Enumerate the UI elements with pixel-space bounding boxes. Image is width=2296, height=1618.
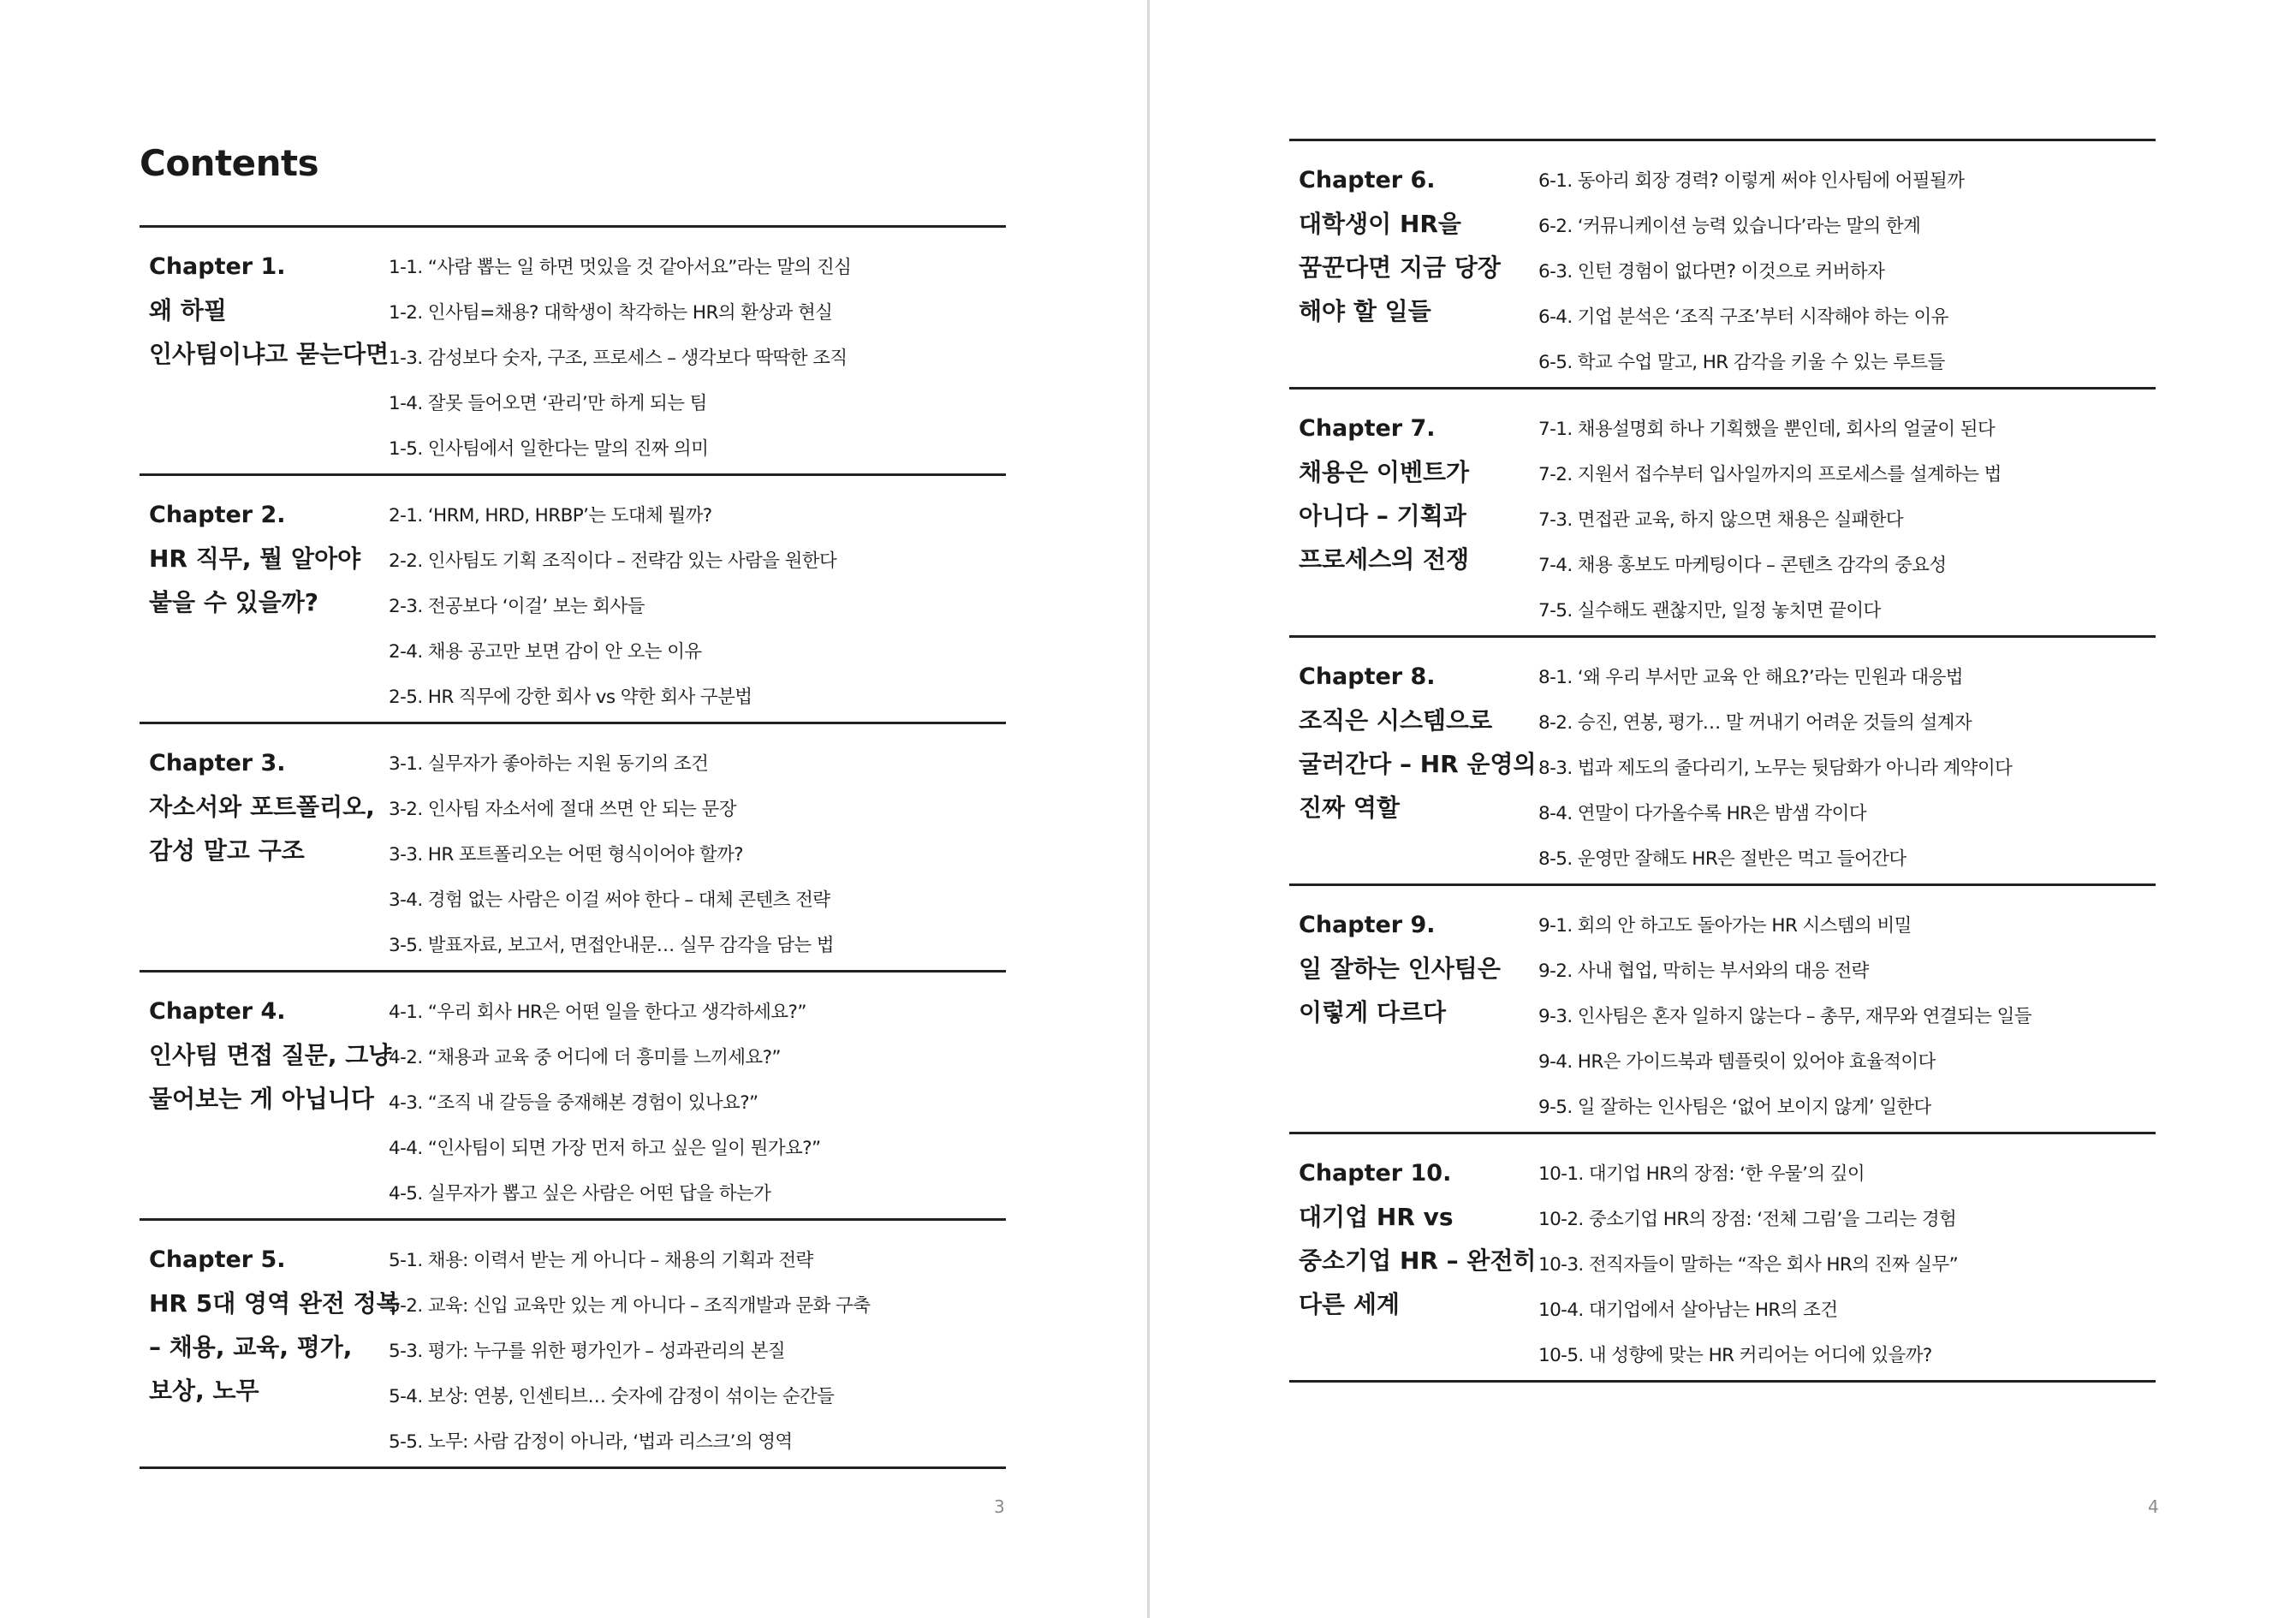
section-item: 1-4. 잘못 들어오면 ‘관리’만 하게 되는 팀 bbox=[389, 393, 707, 414]
chapter-number: Chapter 2. bbox=[149, 502, 286, 528]
chapter-title-line: 일 잘하는 인사팀은 bbox=[1299, 955, 1501, 983]
section-list bbox=[1538, 655, 2155, 882]
chapter-title-line: 왜 하필 bbox=[149, 296, 227, 324]
section-item: 4-4. “인사팀이 되면 가장 먼저 하고 싶은 일이 뭔가요?” bbox=[389, 1138, 821, 1159]
section-item: 2-1. ‘HRM, HRD, HRBP’는 도대체 뭘까? bbox=[389, 505, 712, 526]
section-item: 5-1. 채용: 이력서 받는 게 아니다 – 채용의 기획과 전략 bbox=[389, 1250, 813, 1271]
section-list bbox=[1538, 407, 2155, 634]
section-item: 7-3. 면접관 교육, 하지 않으면 채용은 실패한다 bbox=[1538, 509, 1904, 531]
section-item: 9-1. 회의 안 하고도 돌아가는 HR 시스템의 비밀 bbox=[1538, 915, 1912, 937]
section-item: 1-1. “사람 뽑는 일 하면 멋있을 것 같아서요”라는 말의 진심 bbox=[389, 257, 852, 278]
page-number: 3 bbox=[994, 1496, 1005, 1517]
chapter-title-line: 붙을 수 있을까? bbox=[149, 588, 319, 616]
chapter-3 bbox=[140, 722, 1006, 970]
chapter-title bbox=[149, 741, 380, 872]
section-item: 9-2. 사내 협업, 막히는 부서와의 대응 전략 bbox=[1538, 961, 1869, 982]
section-item: 8-5. 운영만 잘해도 HR은 절반은 먹고 들어간다 bbox=[1538, 848, 1906, 870]
section-item: 4-1. “우리 회사 HR은 어떤 일을 한다고 생각하세요?” bbox=[389, 1002, 806, 1023]
chapter-5 bbox=[140, 1218, 1006, 1466]
section-item: 1-3. 감성보다 숫자, 구조, 프로세스 – 생각보다 딱딱한 조직 bbox=[389, 348, 848, 369]
chapter-title bbox=[149, 990, 392, 1121]
chapter-title bbox=[149, 1238, 400, 1413]
chapter-title-line: HR 직무, 뭘 알아야 bbox=[149, 544, 361, 573]
chapter-title-line: 물어보는 게 아닙니다 bbox=[149, 1085, 374, 1113]
section-item: 3-4. 경험 없는 사람은 이걸 써야 한다 – 대체 콘텐츠 전략 bbox=[389, 889, 830, 911]
section-item: 7-2. 지원서 접수부터 입사일까지의 프로세스를 설계하는 법 bbox=[1538, 464, 2002, 485]
section-list bbox=[389, 493, 1005, 720]
toc-left bbox=[140, 225, 1006, 1469]
section-item: 5-4. 보상: 연봉, 인센티브… 숫자에 감정이 섞이는 순간들 bbox=[389, 1386, 835, 1407]
chapter-title-line: 굴러간다 – HR 운영의 bbox=[1299, 750, 1537, 778]
section-item: 8-3. 법과 제도의 줄다리기, 노무는 뒷담화가 아니라 계약이다 bbox=[1538, 758, 2013, 779]
section-list bbox=[389, 245, 1005, 472]
chapter-title-line: 대학생이 HR을 bbox=[1299, 210, 1461, 238]
page-number: 4 bbox=[2148, 1496, 2159, 1517]
chapter-title-line: 프로세스의 전쟁 bbox=[1299, 545, 1470, 574]
section-item: 7-4. 채용 홍보도 마케팅이다 – 콘텐츠 감각의 중요성 bbox=[1538, 555, 1947, 576]
chapter-title-line: 다른 세계 bbox=[1299, 1290, 1400, 1318]
section-item: 1-2. 인사팀=채용? 대학생이 착각하는 HR의 환상과 현실 bbox=[389, 302, 833, 324]
section-item: 10-5. 내 성향에 맞는 HR 커리어는 어디에 있을까? bbox=[1538, 1345, 1932, 1366]
chapter-title-line: 채용은 이벤트가 bbox=[1299, 458, 1470, 486]
section-list bbox=[389, 741, 1005, 968]
chapter-title-line: 감성 말고 구조 bbox=[149, 836, 305, 865]
chapter-title-line: 꿈꾼다면 지금 당장 bbox=[1299, 253, 1501, 282]
chapter-number: Chapter 3. bbox=[149, 750, 286, 776]
chapter-title bbox=[149, 493, 380, 624]
chapter-title bbox=[1299, 655, 1537, 830]
chapter-number: Chapter 6. bbox=[1299, 167, 1436, 193]
chapter-number: Chapter 8. bbox=[1299, 663, 1436, 690]
chapter-title-line: 이렇게 다르다 bbox=[1299, 998, 1447, 1026]
section-item: 8-4. 연말이 다가올수록 HR은 밤샘 각이다 bbox=[1538, 803, 1866, 824]
section-list bbox=[1538, 158, 2155, 385]
section-item: 5-2. 교육: 신입 교육만 있는 게 아니다 – 조직개발과 문화 구축 bbox=[389, 1295, 871, 1317]
chapter-title-line: 아니다 – 기획과 bbox=[1299, 502, 1466, 530]
chapter-number: Chapter 9. bbox=[1299, 912, 1436, 938]
chapter-title bbox=[1299, 407, 1530, 581]
chapter-title bbox=[1299, 158, 1530, 333]
chapter-title-line: 진짜 역할 bbox=[1299, 794, 1400, 822]
chapter-title-line: 해야 할 일들 bbox=[1299, 297, 1431, 325]
section-item: 4-3. “조직 내 갈등을 중재해본 경험이 있나요?” bbox=[389, 1092, 758, 1114]
toc-end-rule bbox=[1289, 1380, 2156, 1383]
chapter-4 bbox=[140, 970, 1006, 1218]
chapter-title-line: 중소기업 HR – 완전히 bbox=[1299, 1246, 1537, 1275]
chapter-title-line: 조직은 시스템으로 bbox=[1299, 706, 1493, 735]
chapter-title-line: 자소서와 포트폴리오, bbox=[149, 793, 375, 821]
chapter-6 bbox=[1289, 139, 2156, 387]
section-item: 6-3. 인턴 경험이 없다면? 이것으로 커버하자 bbox=[1538, 261, 1885, 283]
section-list bbox=[389, 1238, 1005, 1465]
chapter-2 bbox=[140, 473, 1006, 722]
section-item: 2-4. 채용 공고만 보면 감이 안 오는 이유 bbox=[389, 641, 702, 663]
section-item: 2-3. 전공보다 ‘이걸’ 보는 회사들 bbox=[389, 596, 645, 617]
section-item: 6-4. 기업 분석은 ‘조직 구조’부터 시작해야 하는 이유 bbox=[1538, 306, 1948, 328]
section-item: 2-5. HR 직무에 강한 회사 vs 약한 회사 구분법 bbox=[389, 687, 752, 708]
section-item: 4-2. “채용과 교육 중 어디에 더 흥미를 느끼세요?” bbox=[389, 1047, 781, 1068]
chapter-title-line: 대기업 HR vs bbox=[1299, 1203, 1454, 1231]
section-item: 3-1. 실무자가 좋아하는 지원 동기의 조건 bbox=[389, 753, 709, 775]
section-item: 3-5. 발표자료, 보고서, 면접안내문… 실무 감각을 담는 법 bbox=[389, 935, 834, 956]
contents-title: Contents bbox=[140, 142, 319, 184]
section-item: 7-1. 채용설명회 하나 기획했을 뿐인데, 회사의 얼굴이 된다 bbox=[1538, 419, 1996, 440]
section-item: 7-5. 실수해도 괜찮지만, 일정 놓치면 끝이다 bbox=[1538, 600, 1881, 622]
section-item: 3-2. 인사팀 자소서에 절대 쓰면 안 되는 문장 bbox=[389, 799, 736, 820]
section-item: 8-2. 승진, 연봉, 평가… 말 꺼내기 어려운 것들의 설계자 bbox=[1538, 712, 1972, 734]
section-item: 5-3. 평가: 누구를 위한 평가인가 – 성과관리의 본질 bbox=[389, 1341, 786, 1362]
section-item: 10-3. 전직자들이 말하는 “작은 회사 HR의 진짜 실무” bbox=[1538, 1254, 1959, 1276]
chapter-number: Chapter 1. bbox=[149, 253, 286, 280]
section-item: 9-3. 인사팀은 혼자 일하지 않는다 – 총무, 재무와 연결되는 일들 bbox=[1538, 1006, 2031, 1027]
chapter-number: Chapter 10. bbox=[1299, 1160, 1452, 1187]
chapter-title-line: HR 5대 영역 완전 정복 bbox=[149, 1289, 400, 1318]
chapter-title bbox=[1299, 903, 1530, 1034]
section-item: 10-4. 대기업에서 살아남는 HR의 조건 bbox=[1538, 1300, 1838, 1321]
toc-end-rule bbox=[140, 1466, 1006, 1469]
chapter-7 bbox=[1289, 387, 2156, 635]
section-item: 1-5. 인사팀에서 일한다는 말의 진짜 의미 bbox=[389, 438, 709, 460]
section-list bbox=[1538, 1151, 2155, 1378]
chapter-number: Chapter 5. bbox=[149, 1246, 286, 1273]
section-item: 3-3. HR 포트폴리오는 어떤 형식이어야 할까? bbox=[389, 844, 743, 866]
section-item: 6-2. ‘커뮤니케이션 능력 있습니다’라는 말의 한계 bbox=[1538, 216, 1921, 237]
section-list bbox=[389, 990, 1005, 1216]
toc-right bbox=[1289, 139, 2156, 1383]
section-item: 6-1. 동아리 회장 경력? 이렇게 써야 인사팀에 어필될까 bbox=[1538, 170, 1965, 192]
section-item: 9-4. HR은 가이드북과 템플릿이 있어야 효율적이다 bbox=[1538, 1051, 1936, 1073]
section-item: 5-5. 노무: 사람 감정이 아니라, ‘법과 리스크’의 영역 bbox=[389, 1431, 793, 1453]
chapter-title-line: 인사팀 면접 질문, 그냥 bbox=[149, 1041, 392, 1069]
section-item: 2-2. 인사팀도 기획 조직이다 – 전략감 있는 사람을 원한다 bbox=[389, 550, 837, 572]
chapter-10 bbox=[1289, 1132, 2156, 1380]
chapter-title-line: 인사팀이냐고 묻는다면 bbox=[149, 340, 390, 368]
section-item: 10-1. 대기업 HR의 장점: ‘한 우물’의 깊이 bbox=[1538, 1163, 1865, 1185]
chapter-title bbox=[1299, 1151, 1537, 1326]
section-item: 6-5. 학교 수업 말고, HR 감각을 키울 수 있는 루트들 bbox=[1538, 352, 1945, 373]
chapter-8 bbox=[1289, 635, 2156, 883]
chapter-9 bbox=[1289, 883, 2156, 1132]
chapter-title-line: – 채용, 교육, 평가, bbox=[149, 1333, 353, 1361]
right-page bbox=[1150, 0, 2296, 1618]
section-item: 9-5. 일 잘하는 인사팀은 ‘없어 보이지 않게’ 일한다 bbox=[1538, 1097, 1931, 1118]
section-item: 10-2. 중소기업 HR의 장점: ‘전체 그림’을 그리는 경험 bbox=[1538, 1209, 1957, 1230]
section-item: 8-1. ‘왜 우리 부서만 교육 안 해요?’라는 민원과 대응법 bbox=[1538, 667, 1963, 688]
chapter-number: Chapter 7. bbox=[1299, 415, 1436, 442]
section-list bbox=[1538, 903, 2155, 1130]
chapter-title bbox=[149, 245, 390, 376]
chapter-title-line: 보상, 노무 bbox=[149, 1377, 259, 1405]
chapter-1 bbox=[140, 225, 1006, 473]
section-item: 4-5. 실무자가 뽑고 싶은 사람은 어떤 답을 하는가 bbox=[389, 1183, 771, 1205]
chapter-number: Chapter 4. bbox=[149, 998, 286, 1025]
